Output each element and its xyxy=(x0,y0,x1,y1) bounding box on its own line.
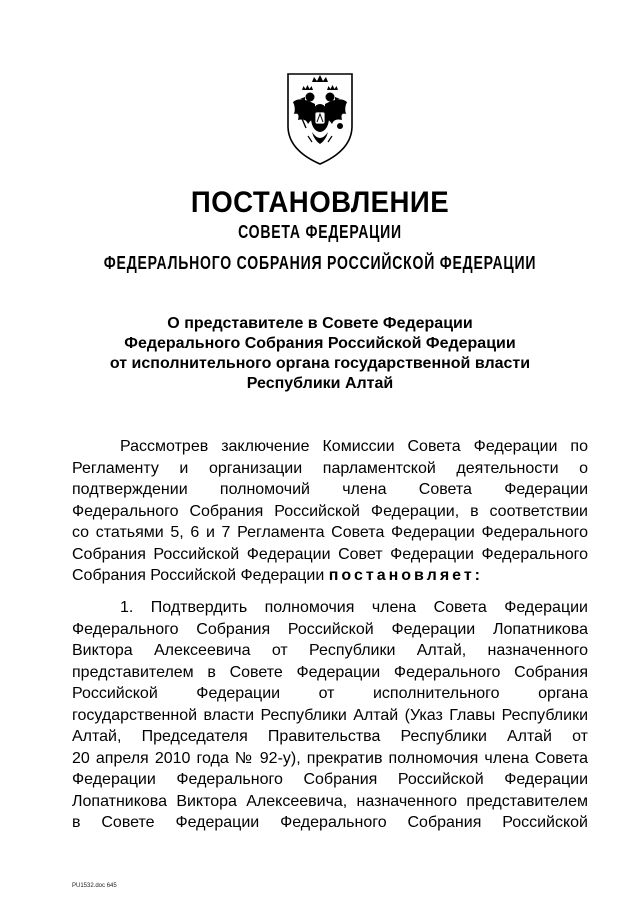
text-line: Регламенту и организации парламентской деятельности о xyxy=(72,459,588,477)
text-line: со статьями 5, 6 и 7 Регламента Совета Федерации Федерального xyxy=(72,524,588,541)
clause-1-paragraph xyxy=(72,597,588,834)
text-line: Федерального Собрания Российской Федерации Лопатникова xyxy=(72,620,588,638)
decree-word: постановляет: xyxy=(328,567,484,584)
issuer-line-2: ФЕДЕРАЛЬНОГО СОБРАНИЯ РОССИЙСКОЙ ФЕДЕРАЦИИ xyxy=(103,253,537,273)
text-fragment: Собрания Российской Федерации xyxy=(72,567,325,584)
text-line: Федерального Собрания Российской Федерации, в соответствии xyxy=(72,502,588,520)
text-line: 1. Подтвердить полномочия члена Совета Федерации xyxy=(120,599,588,616)
subject-line: Республики Алтай xyxy=(246,375,394,392)
text-line: Собрания Российской Федерации Совет Федерации Федерального xyxy=(72,545,588,563)
text-line: Алтай, Председателя Правительства Республики Алтай от xyxy=(72,728,588,745)
text-line: государственной власти Республики Алтай (Указ Главы Республики xyxy=(72,706,588,724)
text-line: Российской Федерации от исполнительного органа xyxy=(72,685,588,702)
text-line: Рассмотрев заключение Комиссии Совета Федерации по xyxy=(120,438,588,455)
text-line: представителем в Совете Федерации Федерального Собрания xyxy=(72,663,588,681)
text-line: Федерации Федерального Собрания Российской Федерации xyxy=(72,771,588,788)
text-line: в Совете Федерации Федерального Собрания Российской xyxy=(72,814,588,831)
text-line: Виктора Алексеевича от Республики Алтай, назначенного xyxy=(72,642,588,659)
text-line: 20 апреля 2010 года № 92-у), прекратив полномочия члена Совета xyxy=(72,749,588,767)
subject-line: от исполнительного органа государственной власти xyxy=(109,355,531,372)
text-line: подтверждении полномочий члена Совета Федерации xyxy=(72,481,588,498)
document-subject xyxy=(60,314,580,394)
subject-line: Федерального Собрания Российской Федерации xyxy=(124,335,516,352)
document-code: РU1532.doc 645 xyxy=(72,883,117,889)
document-title: ПОСТАНОВЛЕНИЕ xyxy=(190,186,450,219)
preamble-paragraph xyxy=(72,436,588,587)
text-line: Лопатникова Виктора Алексеевича, назначенного представителем xyxy=(72,792,588,810)
subject-line: О представителе в Совете Федерации xyxy=(167,315,473,332)
russian-coat-of-arms-icon xyxy=(282,70,358,166)
text-line xyxy=(72,565,588,587)
issuer-line-1: СОВЕТА ФЕДЕРАЦИИ xyxy=(238,222,402,242)
